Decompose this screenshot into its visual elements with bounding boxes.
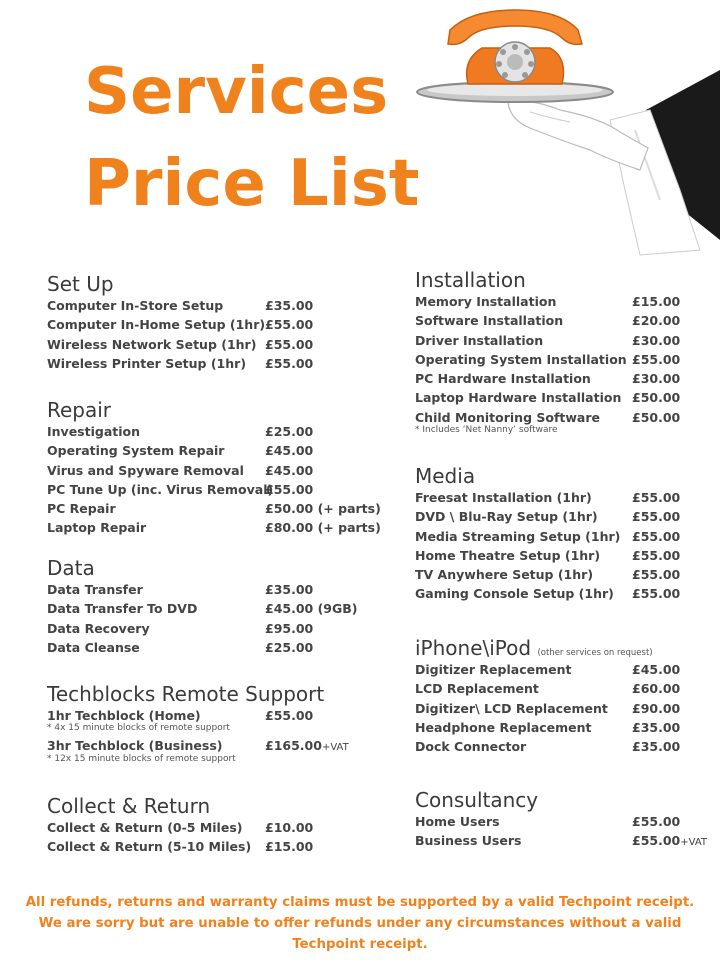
price-row bbox=[47, 620, 314, 640]
section-heading-text: iPhone\iPod bbox=[415, 636, 532, 660]
section-heading-text: Set Up bbox=[47, 272, 114, 296]
service-price: £55.00 bbox=[632, 547, 681, 563]
service-price-cell bbox=[632, 509, 680, 524]
service-price-cell bbox=[265, 820, 313, 835]
price-row bbox=[415, 371, 681, 390]
price-row bbox=[47, 424, 314, 443]
service-price: £25.00 bbox=[265, 424, 314, 439]
service-price: £50.00 bbox=[632, 390, 681, 406]
service-price-cell bbox=[632, 390, 680, 405]
service-price: £35.00 bbox=[632, 739, 681, 755]
price-row bbox=[415, 700, 681, 720]
section-consultancy bbox=[415, 788, 708, 853]
service-price: £20.00 bbox=[632, 313, 681, 329]
service-name: Operating System Repair bbox=[47, 443, 225, 459]
price-row bbox=[415, 351, 681, 371]
service-price: £50.00 bbox=[632, 409, 681, 425]
service-price: £55.00 bbox=[632, 586, 681, 602]
service-name: PC Tune Up (inc. Virus Removal) bbox=[47, 481, 274, 497]
service-name: Data Cleanse bbox=[47, 639, 140, 655]
service-name: Child Monitoring Software bbox=[415, 409, 600, 425]
service-price: £55.00 bbox=[265, 336, 314, 352]
service-name: 3hr Techblock (Business) bbox=[47, 738, 223, 754]
section-heading-text: Media bbox=[415, 464, 476, 488]
service-price-cell bbox=[632, 814, 680, 829]
service-price-cell bbox=[265, 424, 313, 439]
service-name: Headphone Replacement bbox=[415, 719, 592, 735]
section-installation bbox=[415, 268, 681, 440]
section-iphone-ipod bbox=[415, 636, 681, 758]
service-name: Data Recovery bbox=[47, 620, 150, 636]
service-price-cell bbox=[632, 371, 680, 386]
service-price-cell bbox=[265, 738, 349, 753]
price-row bbox=[415, 739, 681, 758]
service-price: £50.00 (+ parts) bbox=[265, 501, 381, 517]
service-name: Collect & Return (5-10 Miles) bbox=[47, 839, 252, 855]
service-price-cell bbox=[265, 582, 313, 597]
section-heading bbox=[415, 464, 475, 490]
service-price-cell bbox=[265, 356, 313, 371]
service-price: £55.00 bbox=[632, 567, 681, 583]
service-name: Software Installation bbox=[415, 313, 564, 329]
price-row bbox=[415, 814, 681, 833]
service-name: Wireless Printer Setup (1hr) bbox=[47, 355, 247, 371]
service-price-cell bbox=[265, 501, 381, 516]
service-name: LCD Replacement bbox=[415, 681, 539, 697]
price-row bbox=[415, 313, 681, 332]
service-name: Virus and Spyware Removal bbox=[47, 462, 244, 478]
service-price: £55.00 bbox=[265, 355, 314, 371]
service-price: £55.00 bbox=[265, 708, 314, 723]
page-title-line-1: Services bbox=[84, 55, 389, 129]
service-price-cell bbox=[265, 839, 313, 854]
service-price-cell bbox=[632, 490, 680, 505]
service-name: PC Hardware Installation bbox=[415, 371, 591, 387]
service-note: * Includes ‘Net Nanny’ software bbox=[415, 425, 558, 436]
price-row bbox=[47, 839, 314, 858]
section-set-up bbox=[47, 272, 314, 375]
service-price-cell bbox=[265, 337, 313, 352]
service-price: £45.00 bbox=[265, 462, 314, 478]
price-row bbox=[415, 567, 681, 586]
section-heading bbox=[415, 788, 538, 814]
price-row bbox=[415, 294, 681, 313]
price-row bbox=[415, 681, 681, 700]
price-row bbox=[415, 409, 681, 429]
service-price: £55.00 bbox=[632, 490, 681, 505]
footer-line-3: Techpoint receipt. bbox=[292, 937, 428, 952]
section-heading bbox=[415, 268, 558, 294]
service-name: Home Theatre Setup (1hr) bbox=[415, 547, 601, 563]
service-price: £35.00 bbox=[265, 298, 314, 313]
section-heading-text: Data bbox=[47, 556, 95, 580]
service-price-cell bbox=[632, 410, 680, 425]
service-price: £90.00 bbox=[632, 700, 681, 716]
price-row bbox=[415, 490, 681, 509]
price-row bbox=[415, 390, 681, 409]
price-row bbox=[415, 528, 681, 548]
section-heading bbox=[47, 556, 95, 582]
service-price-cell bbox=[265, 317, 313, 332]
price-row bbox=[47, 462, 314, 482]
vat-suffix: +VAT bbox=[321, 742, 349, 754]
service-name: Memory Installation bbox=[415, 294, 557, 309]
service-price-cell bbox=[265, 601, 358, 616]
section-heading bbox=[47, 794, 210, 820]
section-techblocks-remote-support bbox=[47, 682, 349, 769]
service-price-cell bbox=[632, 529, 680, 544]
service-name: Home Users bbox=[415, 814, 500, 829]
price-row bbox=[47, 443, 314, 462]
service-note: * 12x 15 minute blocks of remote support bbox=[47, 753, 236, 764]
section-repair bbox=[47, 398, 381, 540]
service-price: £10.00 bbox=[265, 820, 314, 835]
price-row bbox=[415, 833, 708, 852]
price-row bbox=[47, 738, 349, 757]
service-price: £55.00 bbox=[632, 814, 681, 829]
service-price-cell bbox=[265, 640, 313, 655]
service-price: £35.00 bbox=[632, 719, 681, 735]
service-name: Media Streaming Setup (1hr) bbox=[415, 528, 621, 544]
service-name: Data Transfer To DVD bbox=[47, 601, 198, 617]
service-price-cell bbox=[632, 313, 680, 328]
service-name: Computer In-Home Setup (1hr) bbox=[47, 317, 266, 333]
service-price: £55.00 bbox=[265, 481, 314, 497]
page-title-line-2: Price List bbox=[84, 147, 420, 221]
price-row bbox=[47, 355, 314, 375]
service-name: PC Repair bbox=[47, 501, 116, 517]
service-name: Digitizer\ LCD Replacement bbox=[415, 700, 608, 716]
price-row bbox=[415, 662, 681, 681]
service-price: £30.00 bbox=[632, 332, 681, 348]
price-row bbox=[47, 336, 314, 356]
service-price-cell bbox=[265, 520, 381, 535]
service-price-cell bbox=[632, 352, 680, 367]
service-name: DVD \ Blu-Ray Setup (1hr) bbox=[415, 509, 598, 525]
vat-suffix: +VAT bbox=[680, 837, 708, 849]
service-name: 1hr Techblock (Home) bbox=[47, 708, 201, 723]
price-row bbox=[47, 639, 314, 659]
service-name: Wireless Network Setup (1hr) bbox=[47, 336, 257, 352]
service-name: Business Users bbox=[415, 833, 522, 849]
section-heading bbox=[415, 636, 653, 662]
service-price-cell bbox=[265, 443, 313, 458]
section-media bbox=[415, 464, 681, 606]
service-price-cell bbox=[265, 621, 313, 636]
service-price: £45.00 bbox=[632, 662, 681, 677]
telephone-on-tray-illustration bbox=[410, 0, 720, 260]
service-price: £55.00 bbox=[632, 833, 681, 849]
service-price-cell bbox=[632, 681, 680, 696]
service-price-cell bbox=[265, 463, 313, 478]
service-price-cell bbox=[632, 833, 707, 848]
service-price: £60.00 bbox=[632, 681, 681, 697]
service-price-cell bbox=[632, 662, 680, 677]
service-name: Computer In-Store Setup bbox=[47, 298, 224, 313]
footer-line-2: We are sorry but are unable to offer refunds under any circumstances without a valid bbox=[38, 916, 682, 931]
service-name: Digitizer Replacement bbox=[415, 662, 572, 677]
price-row bbox=[47, 481, 314, 501]
service-name: Data Transfer bbox=[47, 582, 143, 597]
service-name: Driver Installation bbox=[415, 332, 544, 348]
footer-line-1: All refunds, returns and warranty claims must be supported by a valid Techpoint receipt. bbox=[25, 895, 695, 910]
price-row bbox=[47, 582, 314, 601]
service-price-cell bbox=[632, 701, 680, 716]
service-note: * 4x 15 minute blocks of remote support bbox=[47, 723, 230, 734]
service-name: Laptop Hardware Installation bbox=[415, 390, 622, 406]
service-price: £25.00 bbox=[265, 639, 314, 655]
service-price-cell bbox=[632, 586, 680, 601]
service-price: £55.00 bbox=[632, 351, 681, 367]
service-name: Freesat Installation (1hr) bbox=[415, 490, 592, 505]
service-price: £95.00 bbox=[265, 620, 314, 636]
price-row bbox=[47, 708, 324, 727]
price-row bbox=[415, 332, 681, 352]
price-row bbox=[415, 509, 681, 528]
service-price-cell bbox=[632, 548, 680, 563]
service-price-cell bbox=[632, 720, 680, 735]
price-row bbox=[47, 601, 358, 620]
price-row bbox=[47, 520, 381, 539]
service-price-cell bbox=[632, 567, 680, 582]
service-price: £55.00 bbox=[265, 317, 314, 333]
service-price: £45.00 (9GB) bbox=[265, 601, 358, 617]
price-row bbox=[415, 719, 681, 739]
section-heading-text: Techblocks Remote Support bbox=[47, 682, 325, 706]
service-name: Operating System Installation bbox=[415, 351, 627, 367]
service-price-cell bbox=[632, 333, 680, 348]
service-name: Gaming Console Setup (1hr) bbox=[415, 586, 614, 602]
service-name: Laptop Repair bbox=[47, 520, 147, 536]
service-price: £55.00 bbox=[632, 528, 681, 544]
service-price: £80.00 (+ parts) bbox=[265, 520, 381, 536]
refund-policy-notice bbox=[0, 892, 720, 955]
price-row bbox=[47, 820, 314, 839]
service-price: £15.00 bbox=[265, 839, 314, 855]
service-price: £165.00 bbox=[265, 738, 322, 754]
section-data bbox=[47, 556, 358, 659]
section-heading-text: Consultancy bbox=[415, 788, 539, 812]
service-price-cell bbox=[265, 482, 313, 497]
service-name: Collect & Return (0-5 Miles) bbox=[47, 820, 243, 835]
service-price: £30.00 bbox=[632, 371, 681, 387]
section-collect-return bbox=[47, 794, 314, 859]
section-heading-text: Installation bbox=[415, 268, 526, 292]
price-row bbox=[47, 501, 381, 520]
service-price-cell bbox=[265, 298, 313, 313]
price-row bbox=[47, 298, 314, 317]
section-subheading: (other services on request) bbox=[537, 648, 653, 658]
service-price: £55.00 bbox=[632, 509, 681, 525]
section-heading-text: Repair bbox=[47, 398, 112, 422]
service-price: £45.00 bbox=[265, 443, 314, 459]
service-price-cell bbox=[632, 739, 680, 754]
service-name: TV Anywhere Setup (1hr) bbox=[415, 567, 594, 583]
section-heading-text: Collect & Return bbox=[47, 794, 211, 818]
section-heading bbox=[47, 398, 111, 424]
service-price-cell bbox=[632, 294, 680, 309]
service-name: Dock Connector bbox=[415, 739, 527, 755]
service-price-cell bbox=[265, 708, 313, 723]
section-heading bbox=[47, 272, 114, 298]
price-row bbox=[47, 317, 314, 336]
service-price: £35.00 bbox=[265, 582, 314, 597]
price-row bbox=[415, 547, 681, 567]
price-row bbox=[415, 586, 681, 605]
service-name: Investigation bbox=[47, 424, 141, 439]
service-price: £15.00 bbox=[632, 294, 681, 309]
section-heading bbox=[47, 682, 324, 708]
